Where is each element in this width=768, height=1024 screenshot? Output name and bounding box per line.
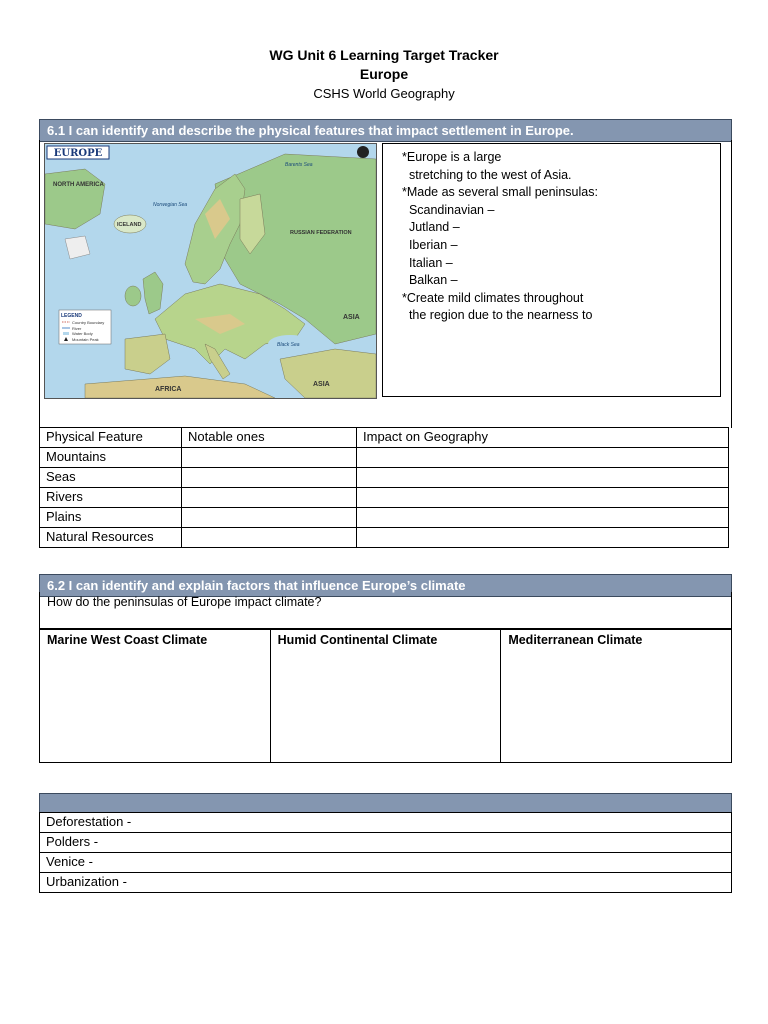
note-line: Balkan – [402, 273, 458, 288]
map-title: EUROPE [53, 148, 103, 159]
impact-cell[interactable] [357, 468, 729, 488]
table-row [40, 853, 732, 873]
section-3-heading [39, 793, 732, 813]
map-label-africa: AFRICA [155, 386, 182, 393]
feature-name: Plains [40, 508, 182, 528]
map-label-barents-sea: Barents Sea [285, 162, 313, 168]
note-line: stretching to the west of Asia. [402, 167, 572, 182]
table-row [40, 630, 732, 763]
map-legend-title: LEGEND [61, 313, 82, 319]
impact-cell[interactable] [357, 488, 729, 508]
map-legend-boundary: Country Boundary [72, 320, 105, 325]
header-cell: Notable ones [182, 428, 357, 448]
notable-cell[interactable] [182, 488, 357, 508]
human-impact-table [39, 812, 732, 893]
document-org: CSHS World Geography [313, 86, 455, 101]
impact-item[interactable]: Venice - [40, 853, 732, 873]
note-line: Iberian – [402, 237, 458, 252]
section-6-2-heading: 6.2 I can identify and explain factors that influence Europe’s climate [39, 574, 732, 597]
impact-cell[interactable] [357, 528, 729, 548]
table-row [40, 528, 729, 548]
document-subtitle: Europe [359, 66, 409, 82]
table-row [40, 448, 729, 468]
note-line: *Made as several small peninsulas: [402, 185, 598, 200]
map-legend-peak: Mountain Peak [72, 337, 99, 342]
note-line: *Europe is a large [402, 150, 502, 164]
notable-cell[interactable] [182, 448, 357, 468]
table-row [40, 508, 729, 528]
table-row [40, 873, 732, 893]
document-title: WG Unit 6 Learning Target Tracker [269, 47, 499, 63]
note-line: Jutland – [402, 220, 460, 235]
feature-name: Rivers [40, 488, 182, 508]
impact-item[interactable]: Polders - [40, 833, 732, 853]
table-row [40, 468, 729, 488]
section-6-1-notes [382, 143, 721, 397]
europe-map [44, 143, 377, 399]
table-header-row [40, 428, 729, 448]
climate-humid-continental[interactable]: Humid Continental Climate [270, 630, 501, 763]
note-line: *Create mild climates throughout [402, 290, 584, 305]
map-label-iceland: ICELAND [117, 222, 142, 228]
map-label-asia-north: ASIA [343, 314, 360, 321]
map-label-russia: RUSSIAN FEDERATION [290, 230, 352, 236]
impact-cell[interactable] [357, 508, 729, 528]
map-legend-water: Water Body [72, 331, 93, 336]
physical-features-table [39, 427, 729, 548]
feature-name: Seas [40, 468, 182, 488]
map-label-norwegian-sea: Norwegian Sea [153, 202, 188, 208]
map-label-asia-south: ASIA [313, 381, 330, 388]
climate-table [39, 629, 732, 763]
notable-cell[interactable] [182, 528, 357, 548]
section-6-1-heading: 6.1 I can identify and describe the physical features that impact settlement in Europe. [39, 119, 732, 142]
notable-cell[interactable] [182, 508, 357, 528]
header-cell: Impact on Geography [357, 428, 729, 448]
map-legend-river: River [72, 326, 82, 331]
impact-item[interactable]: Deforestation - [40, 813, 732, 833]
feature-name: Natural Resources [40, 528, 182, 548]
table-row [40, 833, 732, 853]
climate-marine-west-coast[interactable]: Marine West Coast Climate [40, 630, 271, 763]
climate-question: How do the peninsulas of Europe impact climate? [39, 592, 732, 629]
table-row [40, 813, 732, 833]
climate-mediterranean[interactable]: Mediterranean Climate [501, 630, 732, 763]
map-label-north-america: NORTH AMERICA [53, 182, 104, 188]
impact-item[interactable]: Urbanization - [40, 873, 732, 893]
impact-cell[interactable] [357, 448, 729, 468]
map-label-black-sea: Black Sea [277, 342, 300, 348]
table-row [40, 488, 729, 508]
note-line: Italian – [402, 255, 453, 270]
note-line: the region due to the nearness to [402, 308, 593, 323]
notable-cell[interactable] [182, 468, 357, 488]
header-cell: Physical Feature [40, 428, 182, 448]
feature-name: Mountains [40, 448, 182, 468]
note-line: Scandinavian – [402, 202, 495, 217]
